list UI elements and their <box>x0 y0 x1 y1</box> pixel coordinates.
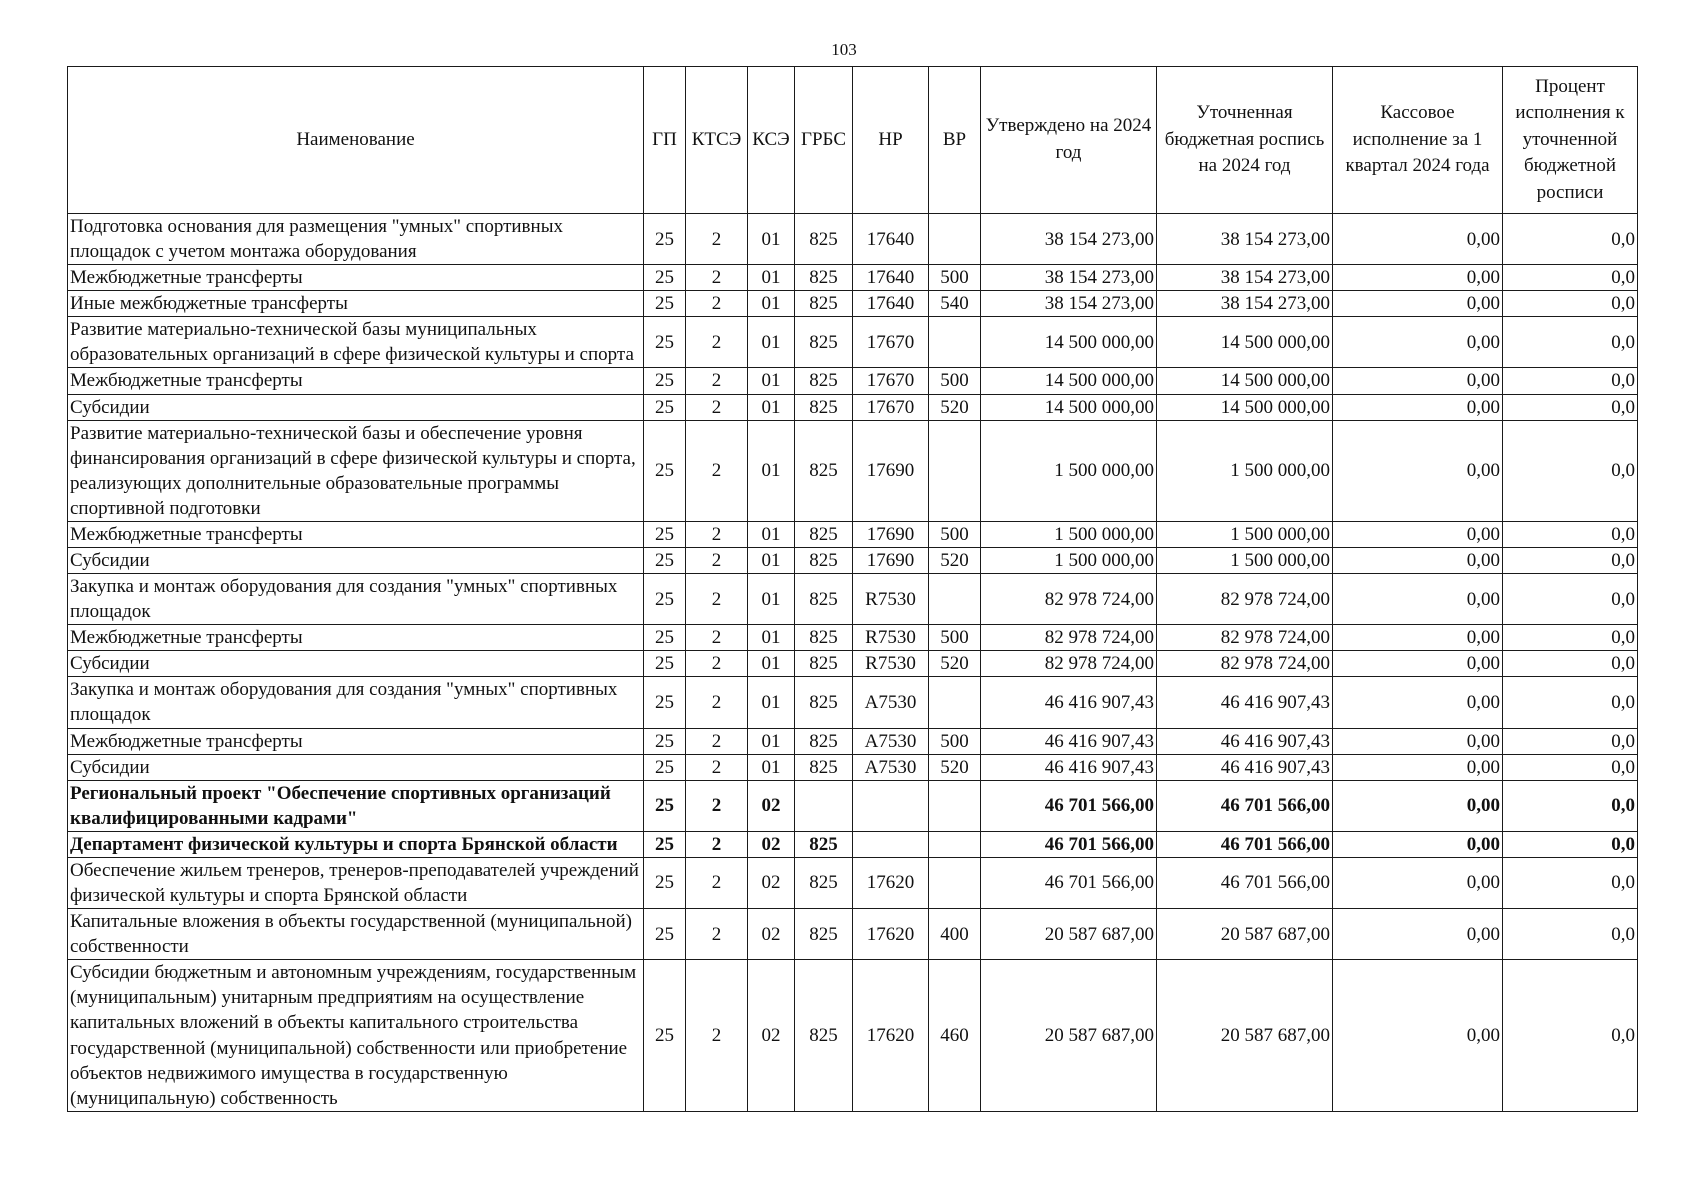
cell-kse: 01 <box>748 420 795 521</box>
cell-gp: 25 <box>644 831 686 857</box>
cell-vr: 460 <box>929 960 981 1111</box>
cell-name: Развитие материально-технической базы и обеспечение уровня финансирования организаций в сфере физической культуры и спорта, реализующих дополнительные образовательные программы спортивной подготовки <box>68 420 644 521</box>
cell-vr: 500 <box>929 368 981 394</box>
cell-percent: 0,0 <box>1503 420 1638 521</box>
cell-kse: 02 <box>748 909 795 960</box>
table-row <box>68 291 1638 317</box>
cell-ktse: 2 <box>686 780 748 831</box>
cell-vr: 520 <box>929 754 981 780</box>
cell-gp: 25 <box>644 368 686 394</box>
cell-ktse: 2 <box>686 214 748 265</box>
cell-approved: 14 500 000,00 <box>981 394 1157 420</box>
cell-gp: 25 <box>644 857 686 908</box>
cell-nr <box>853 780 929 831</box>
cell-name: Подготовка основания для размещения "умных" спортивных площадок с учетом монтажа оборудования <box>68 214 644 265</box>
cell-grbs: 825 <box>795 265 853 291</box>
cell-nr: A7530 <box>853 754 929 780</box>
cell-name: Развитие материально-технической базы муниципальных образовательных организаций в сфере физической культуры и спорта <box>68 317 644 368</box>
cell-revised: 46 701 566,00 <box>1157 857 1333 908</box>
table-body <box>68 214 1638 1112</box>
cell-ktse: 2 <box>686 521 748 547</box>
cell-approved: 38 154 273,00 <box>981 214 1157 265</box>
table-header-row <box>68 67 1638 214</box>
cell-vr: 520 <box>929 548 981 574</box>
cell-vr: 520 <box>929 651 981 677</box>
cell-ktse: 2 <box>686 291 748 317</box>
cell-name: Департамент физической культуры и спорта Брянской области <box>68 831 644 857</box>
cell-percent: 0,0 <box>1503 521 1638 547</box>
cell-nr: 17690 <box>853 548 929 574</box>
cell-approved: 46 701 566,00 <box>981 780 1157 831</box>
table-row <box>68 394 1638 420</box>
cell-grbs: 825 <box>795 317 853 368</box>
cell-ktse: 2 <box>686 960 748 1111</box>
cell-grbs: 825 <box>795 291 853 317</box>
cell-ktse: 2 <box>686 754 748 780</box>
cell-gp: 25 <box>644 625 686 651</box>
cell-revised: 14 500 000,00 <box>1157 317 1333 368</box>
cell-gp: 25 <box>644 574 686 625</box>
cell-gp: 25 <box>644 291 686 317</box>
cell-approved: 46 701 566,00 <box>981 831 1157 857</box>
cell-nr: 17670 <box>853 394 929 420</box>
cell-cash: 0,00 <box>1333 651 1503 677</box>
cell-kse: 01 <box>748 677 795 728</box>
table-row <box>68 677 1638 728</box>
cell-percent: 0,0 <box>1503 214 1638 265</box>
cell-gp: 25 <box>644 420 686 521</box>
cell-revised: 82 978 724,00 <box>1157 574 1333 625</box>
cell-name: Субсидии бюджетным и автономным учреждениям, государственным (муниципальным) унитарным предприятиям на осуществление капитальных вложений в объекты капитального строительства государственной (муниципальной) собственности или приобретение объектов недвижимого имущества в государственную (муниципальную) собственность <box>68 960 644 1111</box>
cell-revised: 20 587 687,00 <box>1157 960 1333 1111</box>
cell-vr <box>929 317 981 368</box>
cell-percent: 0,0 <box>1503 265 1638 291</box>
cell-ktse: 2 <box>686 909 748 960</box>
cell-kse: 01 <box>748 394 795 420</box>
cell-name: Субсидии <box>68 548 644 574</box>
cell-kse: 02 <box>748 857 795 908</box>
cell-vr: 500 <box>929 625 981 651</box>
cell-ktse: 2 <box>686 857 748 908</box>
col-header-grbs: ГРБС <box>795 67 853 214</box>
cell-nr: 17690 <box>853 420 929 521</box>
cell-gp: 25 <box>644 548 686 574</box>
cell-cash: 0,00 <box>1333 317 1503 368</box>
cell-gp: 25 <box>644 394 686 420</box>
cell-cash: 0,00 <box>1333 754 1503 780</box>
cell-kse: 01 <box>748 728 795 754</box>
cell-grbs: 825 <box>795 728 853 754</box>
cell-cash: 0,00 <box>1333 291 1503 317</box>
cell-percent: 0,0 <box>1503 677 1638 728</box>
cell-percent: 0,0 <box>1503 754 1638 780</box>
cell-cash: 0,00 <box>1333 548 1503 574</box>
cell-cash: 0,00 <box>1333 831 1503 857</box>
cell-kse: 01 <box>748 214 795 265</box>
cell-vr: 540 <box>929 291 981 317</box>
col-header-gp: ГП <box>644 67 686 214</box>
cell-vr <box>929 780 981 831</box>
cell-grbs <box>795 780 853 831</box>
cell-ktse: 2 <box>686 574 748 625</box>
cell-cash: 0,00 <box>1333 394 1503 420</box>
cell-name: Межбюджетные трансферты <box>68 521 644 547</box>
cell-grbs: 825 <box>795 909 853 960</box>
table-row <box>68 265 1638 291</box>
cell-grbs: 825 <box>795 677 853 728</box>
cell-vr: 400 <box>929 909 981 960</box>
cell-gp: 25 <box>644 754 686 780</box>
cell-name: Иные межбюджетные трансферты <box>68 291 644 317</box>
cell-revised: 20 587 687,00 <box>1157 909 1333 960</box>
cell-nr: 17640 <box>853 214 929 265</box>
cell-cash: 0,00 <box>1333 368 1503 394</box>
cell-grbs: 825 <box>795 214 853 265</box>
cell-gp: 25 <box>644 728 686 754</box>
cell-approved: 1 500 000,00 <box>981 548 1157 574</box>
cell-nr: 17640 <box>853 291 929 317</box>
cell-revised: 1 500 000,00 <box>1157 548 1333 574</box>
cell-ktse: 2 <box>686 265 748 291</box>
cell-approved: 14 500 000,00 <box>981 317 1157 368</box>
cell-cash: 0,00 <box>1333 677 1503 728</box>
cell-percent: 0,0 <box>1503 317 1638 368</box>
table-row <box>68 548 1638 574</box>
cell-grbs: 825 <box>795 368 853 394</box>
cell-gp: 25 <box>644 651 686 677</box>
table-row <box>68 857 1638 908</box>
cell-nr: 17690 <box>853 521 929 547</box>
cell-revised: 46 416 907,43 <box>1157 728 1333 754</box>
cell-revised: 82 978 724,00 <box>1157 625 1333 651</box>
cell-grbs: 825 <box>795 625 853 651</box>
cell-nr: 17670 <box>853 317 929 368</box>
cell-nr: A7530 <box>853 677 929 728</box>
budget-table <box>67 66 1638 1112</box>
cell-gp: 25 <box>644 214 686 265</box>
cell-nr: R7530 <box>853 651 929 677</box>
col-header-cash: Кассовое исполнение за 1 квартал 2024 года <box>1333 67 1503 214</box>
cell-revised: 38 154 273,00 <box>1157 214 1333 265</box>
cell-name: Региональный проект "Обеспечение спортивных организаций квалифицированными кадрами" <box>68 780 644 831</box>
cell-kse: 02 <box>748 780 795 831</box>
cell-vr: 500 <box>929 728 981 754</box>
cell-percent: 0,0 <box>1503 909 1638 960</box>
cell-kse: 02 <box>748 960 795 1111</box>
cell-grbs: 825 <box>795 420 853 521</box>
cell-approved: 82 978 724,00 <box>981 651 1157 677</box>
cell-approved: 46 701 566,00 <box>981 857 1157 908</box>
cell-nr: R7530 <box>853 574 929 625</box>
cell-cash: 0,00 <box>1333 265 1503 291</box>
cell-vr <box>929 857 981 908</box>
cell-grbs: 825 <box>795 857 853 908</box>
cell-percent: 0,0 <box>1503 368 1638 394</box>
col-header-nr: НР <box>853 67 929 214</box>
cell-percent: 0,0 <box>1503 780 1638 831</box>
cell-approved: 38 154 273,00 <box>981 291 1157 317</box>
cell-gp: 25 <box>644 265 686 291</box>
cell-name: Межбюджетные трансферты <box>68 368 644 394</box>
cell-percent: 0,0 <box>1503 394 1638 420</box>
cell-vr <box>929 420 981 521</box>
cell-percent: 0,0 <box>1503 548 1638 574</box>
cell-revised: 46 416 907,43 <box>1157 677 1333 728</box>
cell-approved: 20 587 687,00 <box>981 960 1157 1111</box>
cell-cash: 0,00 <box>1333 574 1503 625</box>
table-row <box>68 831 1638 857</box>
cell-vr: 500 <box>929 265 981 291</box>
cell-revised: 38 154 273,00 <box>1157 291 1333 317</box>
cell-cash: 0,00 <box>1333 728 1503 754</box>
cell-ktse: 2 <box>686 728 748 754</box>
cell-approved: 14 500 000,00 <box>981 368 1157 394</box>
cell-percent: 0,0 <box>1503 831 1638 857</box>
cell-revised: 46 701 566,00 <box>1157 831 1333 857</box>
cell-kse: 01 <box>748 265 795 291</box>
cell-name: Субсидии <box>68 754 644 780</box>
cell-cash: 0,00 <box>1333 521 1503 547</box>
col-header-ktse: КТСЭ <box>686 67 748 214</box>
table-row <box>68 368 1638 394</box>
cell-nr: 17620 <box>853 960 929 1111</box>
cell-kse: 01 <box>748 317 795 368</box>
cell-nr <box>853 831 929 857</box>
cell-name: Закупка и монтаж оборудования для создания "умных" спортивных площадок <box>68 677 644 728</box>
cell-percent: 0,0 <box>1503 574 1638 625</box>
table-row <box>68 214 1638 265</box>
cell-gp: 25 <box>644 960 686 1111</box>
table-row <box>68 625 1638 651</box>
cell-name: Капитальные вложения в объекты государственной (муниципальной) собственности <box>68 909 644 960</box>
cell-kse: 02 <box>748 831 795 857</box>
table-row <box>68 317 1638 368</box>
cell-gp: 25 <box>644 780 686 831</box>
cell-percent: 0,0 <box>1503 960 1638 1111</box>
cell-approved: 46 416 907,43 <box>981 728 1157 754</box>
cell-cash: 0,00 <box>1333 909 1503 960</box>
cell-approved: 46 416 907,43 <box>981 754 1157 780</box>
table-row <box>68 728 1638 754</box>
page-number: 103 <box>831 40 857 59</box>
cell-kse: 01 <box>748 521 795 547</box>
cell-ktse: 2 <box>686 317 748 368</box>
cell-name: Межбюджетные трансферты <box>68 625 644 651</box>
cell-approved: 1 500 000,00 <box>981 521 1157 547</box>
cell-ktse: 2 <box>686 394 748 420</box>
col-header-kse: КСЭ <box>748 67 795 214</box>
table-row <box>68 574 1638 625</box>
cell-kse: 01 <box>748 651 795 677</box>
cell-revised: 38 154 273,00 <box>1157 265 1333 291</box>
cell-grbs: 825 <box>795 960 853 1111</box>
cell-grbs: 825 <box>795 754 853 780</box>
cell-vr <box>929 677 981 728</box>
cell-nr: 17640 <box>853 265 929 291</box>
table-row <box>68 651 1638 677</box>
cell-nr: 17670 <box>853 368 929 394</box>
cell-vr <box>929 574 981 625</box>
cell-vr: 520 <box>929 394 981 420</box>
cell-percent: 0,0 <box>1503 728 1638 754</box>
cell-approved: 1 500 000,00 <box>981 420 1157 521</box>
cell-kse: 01 <box>748 625 795 651</box>
cell-grbs: 825 <box>795 548 853 574</box>
cell-name: Межбюджетные трансферты <box>68 265 644 291</box>
cell-gp: 25 <box>644 909 686 960</box>
cell-percent: 0,0 <box>1503 625 1638 651</box>
cell-gp: 25 <box>644 317 686 368</box>
cell-approved: 46 416 907,43 <box>981 677 1157 728</box>
cell-revised: 1 500 000,00 <box>1157 420 1333 521</box>
table-row <box>68 521 1638 547</box>
table-row <box>68 960 1638 1111</box>
cell-revised: 14 500 000,00 <box>1157 394 1333 420</box>
table-row <box>68 754 1638 780</box>
cell-ktse: 2 <box>686 420 748 521</box>
cell-cash: 0,00 <box>1333 214 1503 265</box>
cell-grbs: 825 <box>795 521 853 547</box>
cell-ktse: 2 <box>686 677 748 728</box>
cell-cash: 0,00 <box>1333 960 1503 1111</box>
cell-percent: 0,0 <box>1503 291 1638 317</box>
cell-revised: 46 416 907,43 <box>1157 754 1333 780</box>
cell-kse: 01 <box>748 368 795 394</box>
cell-gp: 25 <box>644 521 686 547</box>
cell-name: Субсидии <box>68 394 644 420</box>
cell-ktse: 2 <box>686 368 748 394</box>
cell-kse: 01 <box>748 754 795 780</box>
col-header-name: Наименование <box>68 67 644 214</box>
cell-cash: 0,00 <box>1333 420 1503 521</box>
cell-vr <box>929 214 981 265</box>
cell-percent: 0,0 <box>1503 857 1638 908</box>
cell-name: Обеспечение жильем тренеров, тренеров-преподавателей учреждений физической культуры и спорта Брянской области <box>68 857 644 908</box>
cell-approved: 82 978 724,00 <box>981 625 1157 651</box>
cell-cash: 0,00 <box>1333 625 1503 651</box>
cell-nr: A7530 <box>853 728 929 754</box>
cell-ktse: 2 <box>686 625 748 651</box>
cell-revised: 1 500 000,00 <box>1157 521 1333 547</box>
cell-ktse: 2 <box>686 651 748 677</box>
cell-nr: 17620 <box>853 909 929 960</box>
table-row <box>68 420 1638 521</box>
cell-name: Межбюджетные трансферты <box>68 728 644 754</box>
cell-name: Субсидии <box>68 651 644 677</box>
cell-kse: 01 <box>748 574 795 625</box>
cell-revised: 82 978 724,00 <box>1157 651 1333 677</box>
cell-vr: 500 <box>929 521 981 547</box>
cell-kse: 01 <box>748 291 795 317</box>
cell-nr: 17620 <box>853 857 929 908</box>
cell-gp: 25 <box>644 677 686 728</box>
cell-name: Закупка и монтаж оборудования для создания "умных" спортивных площадок <box>68 574 644 625</box>
col-header-revised: Уточненная бюджетная роспись на 2024 год <box>1157 67 1333 214</box>
cell-approved: 82 978 724,00 <box>981 574 1157 625</box>
cell-revised: 46 701 566,00 <box>1157 780 1333 831</box>
cell-nr: R7530 <box>853 625 929 651</box>
cell-revised: 14 500 000,00 <box>1157 368 1333 394</box>
table-row <box>68 909 1638 960</box>
cell-ktse: 2 <box>686 831 748 857</box>
col-header-approved: Утверждено на 2024 год <box>981 67 1157 214</box>
cell-grbs: 825 <box>795 574 853 625</box>
table-row <box>68 780 1638 831</box>
cell-grbs: 825 <box>795 831 853 857</box>
cell-ktse: 2 <box>686 548 748 574</box>
cell-percent: 0,0 <box>1503 651 1638 677</box>
cell-vr <box>929 831 981 857</box>
cell-kse: 01 <box>748 548 795 574</box>
cell-cash: 0,00 <box>1333 780 1503 831</box>
cell-grbs: 825 <box>795 394 853 420</box>
cell-approved: 20 587 687,00 <box>981 909 1157 960</box>
cell-approved: 38 154 273,00 <box>981 265 1157 291</box>
col-header-percent: Процент исполнения к уточненной бюджетной росписи <box>1503 67 1638 214</box>
cell-grbs: 825 <box>795 651 853 677</box>
cell-cash: 0,00 <box>1333 857 1503 908</box>
col-header-vr: ВР <box>929 67 981 214</box>
